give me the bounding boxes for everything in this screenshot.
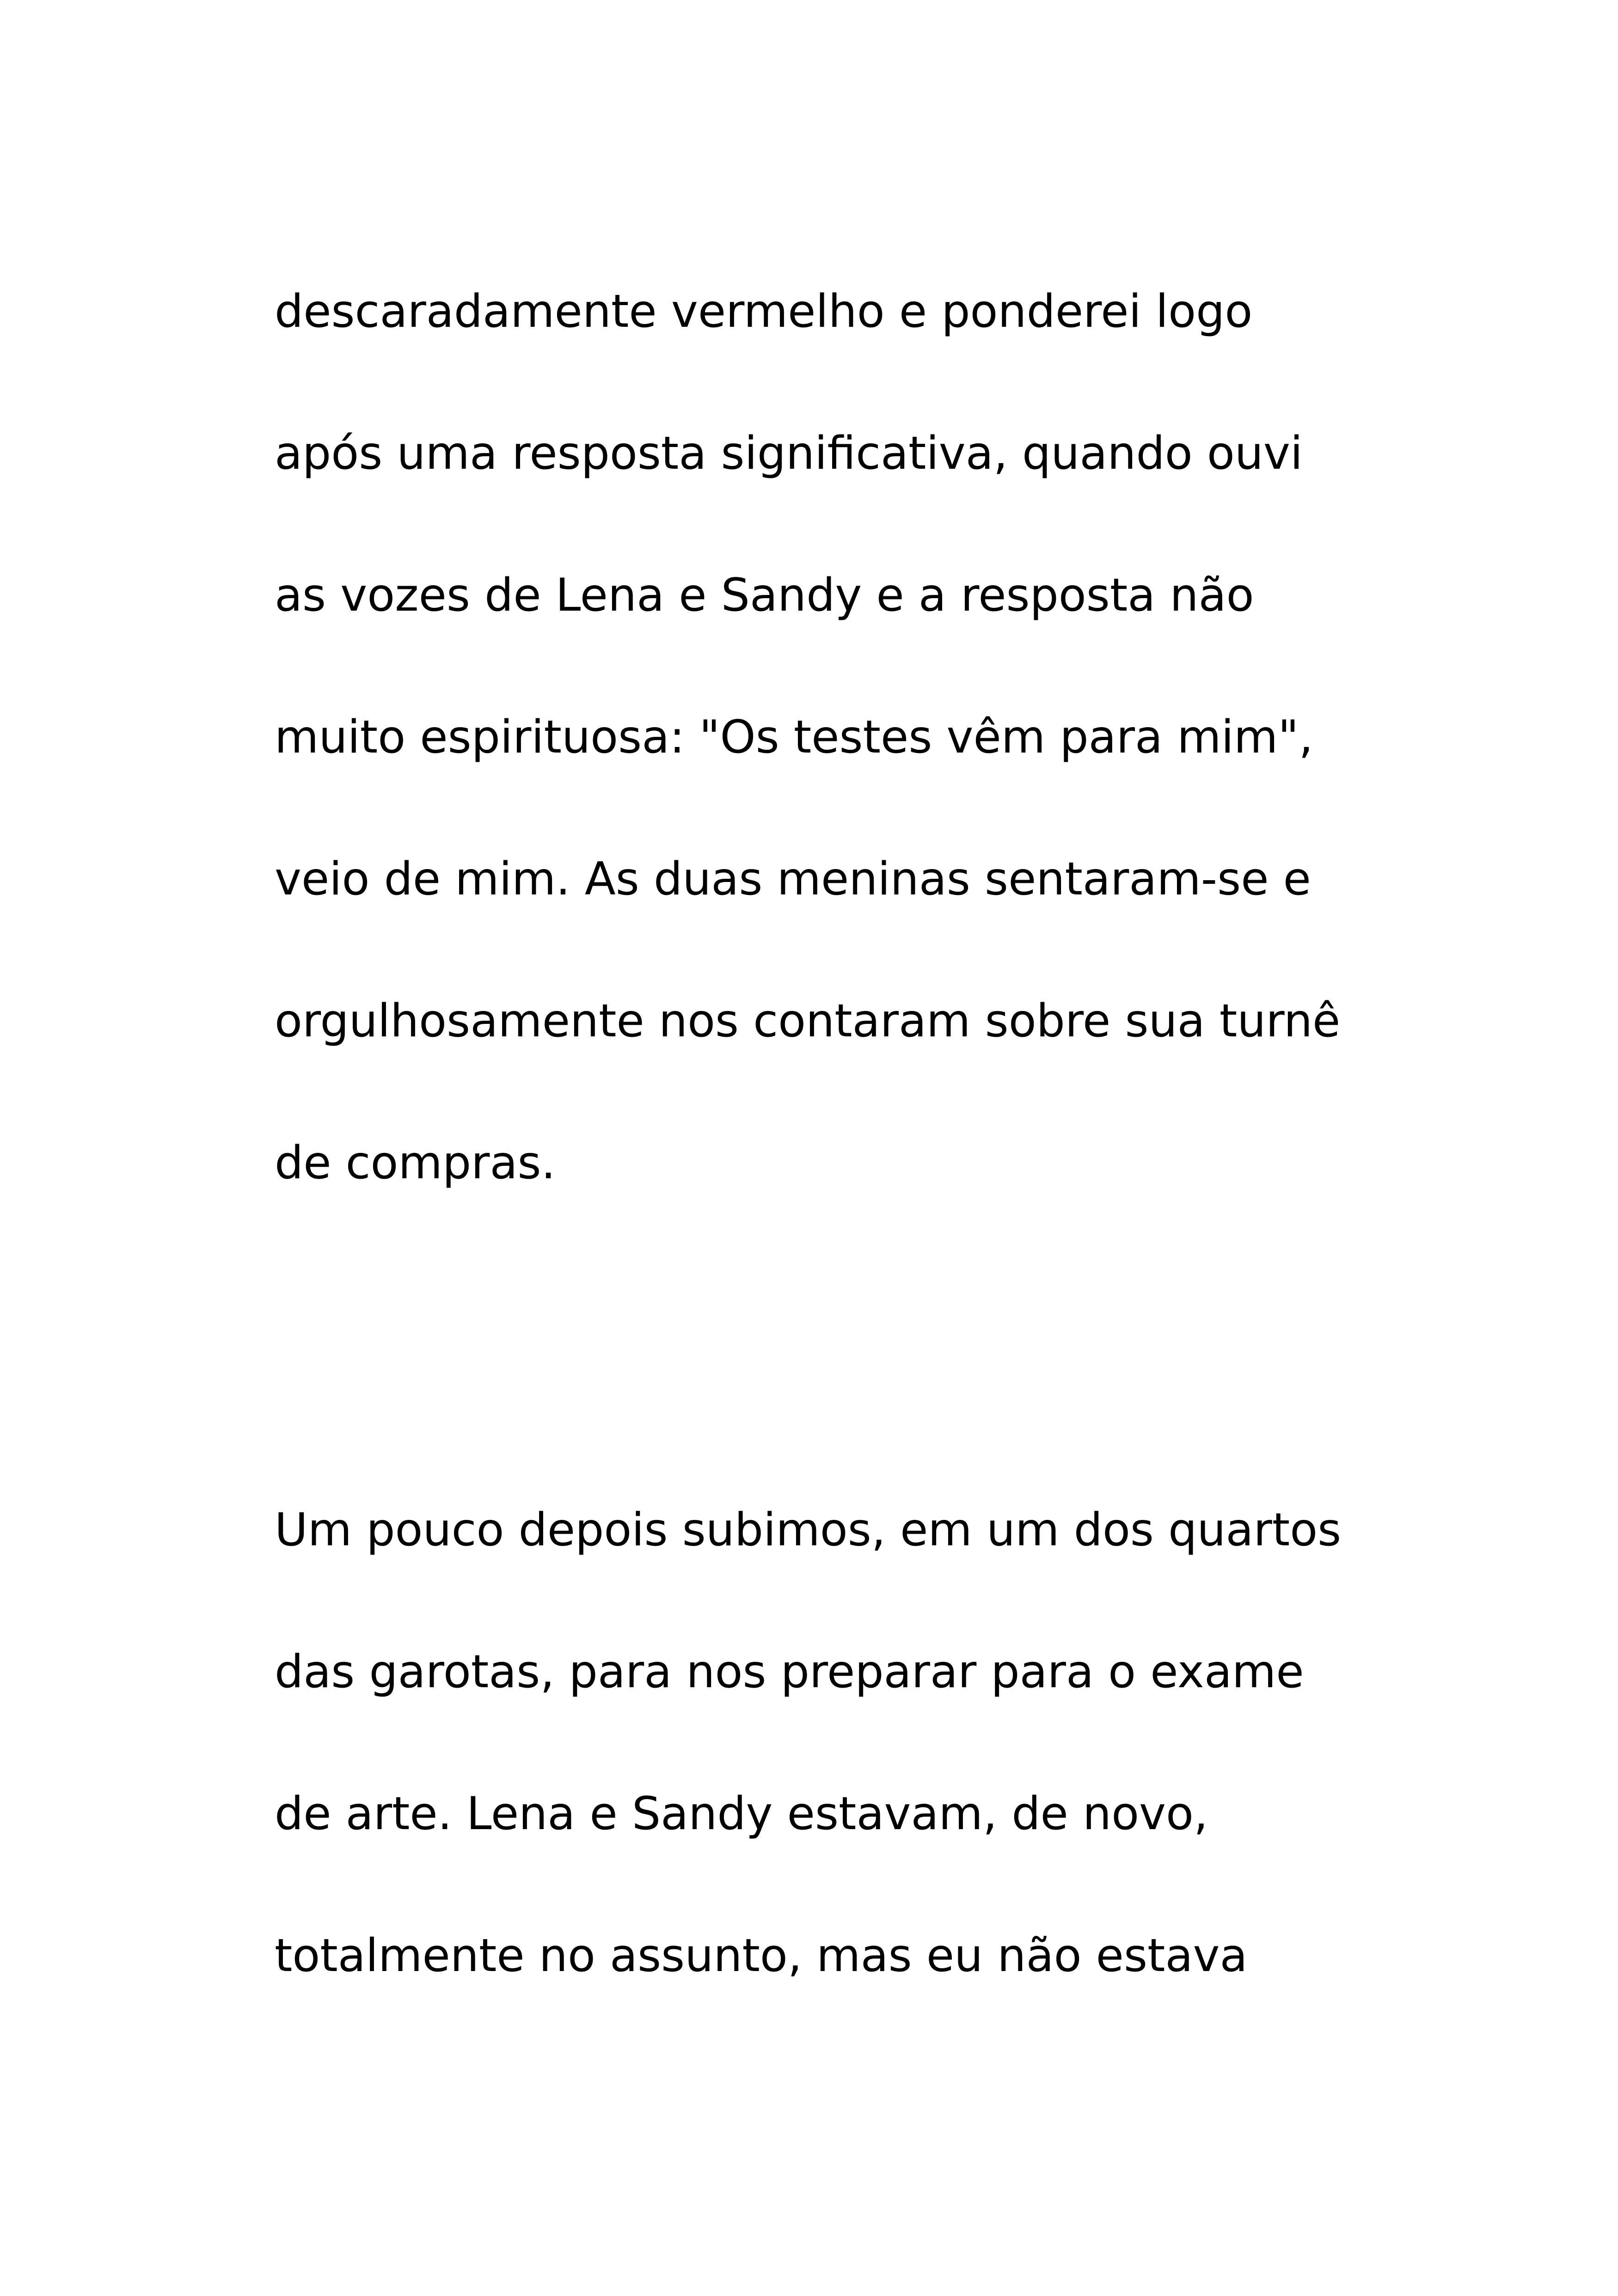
text-line: após uma resposta significativa, quando ouvi [275,427,1303,480]
text-line: de compras. [275,1137,556,1189]
text-line: Um pouco depois subimos, em um dos quartos [275,1504,1342,1556]
text-line: orgulhosamente nos contaram sobre sua turnê [275,995,1341,1047]
text-line: descaradamente vermelho e ponderei logo [275,285,1253,338]
paragraph [275,279,1523,1273]
paragraph [275,1498,1523,2065]
text-line: as vozes de Lena e Sandy e a resposta não [275,569,1254,622]
text-line: totalmente no assunto, mas eu não estava [275,1929,1248,1982]
text-line: veio de mim. As duas meninas sentaram-se e [275,853,1311,906]
text-line: das garotas, para nos preparar para o exame [275,1646,1304,1698]
text-line: muito espirituosa: "Os testes vêm para mim", [275,711,1313,764]
text-line: de arte. Lena e Sandy estavam, de novo, [275,1788,1208,1840]
